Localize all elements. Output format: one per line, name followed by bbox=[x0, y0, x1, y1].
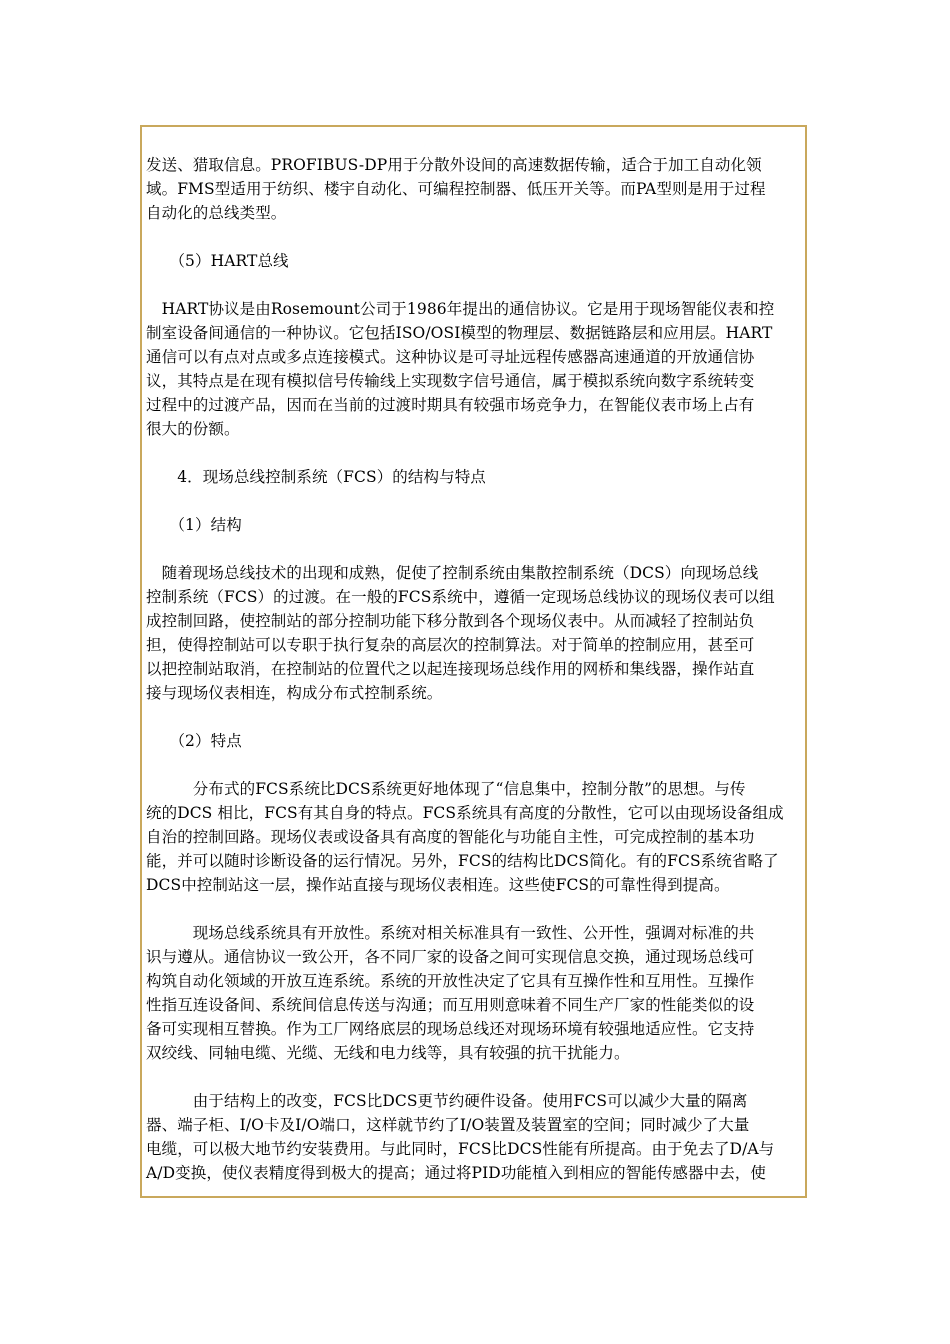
text-line: （2）特点 bbox=[146, 732, 242, 750]
text-line: 制室设备间通信的一种协议。它包括ISO/OSI模型的物理层、数据链路层和应用层。HART bbox=[146, 324, 773, 342]
text-line: 通信可以有点对点或多点连接模式。这种协议是可寻址远程传感器高速通道的开放通信协 bbox=[146, 348, 755, 366]
text-line: 器、端子柜、I/O卡及I/O端口，这样就节约了I/O装置及装置室的空间；同时减少了大量 bbox=[146, 1116, 750, 1134]
text-line: 能，并可以随时诊断设备的运行情况。另外，FCS的结构比DCS简化。有的FCS系统省略了 bbox=[146, 852, 779, 870]
paragraph-p-features-1 bbox=[146, 777, 802, 897]
paragraph-gap bbox=[146, 273, 802, 297]
paragraph-p-structure bbox=[146, 561, 802, 705]
text-line: 很大的份额。 bbox=[146, 420, 240, 438]
text-line: 分布式的FCS系统比DCS系统更好地体现了“信息集中，控制分散”的思想。与传 bbox=[146, 780, 746, 798]
text-line: 成控制回路，使控制站的部分控制功能下移分散到各个现场仪表中。从而减轻了控制站负 bbox=[146, 612, 755, 630]
text-line: （1）结构 bbox=[146, 516, 242, 534]
paragraph-h-hart bbox=[146, 249, 802, 273]
text-line: 议，其特点是在现有模拟信号传输线上实现数字信号通信，属于模拟系统向数字系统转变 bbox=[146, 372, 755, 390]
paragraph-h-features bbox=[146, 729, 802, 753]
text-line: 4．现场总线控制系统（FCS）的结构与特点 bbox=[146, 468, 486, 486]
paragraph-p-features-2 bbox=[146, 921, 802, 1065]
text-line: 现场总线系统具有开放性。系统对相关标准具有一致性、公开性，强调对标准的共 bbox=[146, 924, 755, 942]
text-line: 以把控制站取消，在控制站的位置代之以起连接现场总线作用的网桥和集线器，操作站直 bbox=[146, 660, 755, 678]
paragraph-h-structure bbox=[146, 513, 802, 537]
text-line: 识与遵从。通信协议一致公开，各不同厂家的设备之间可实现信息交换，通过现场总线可 bbox=[146, 948, 755, 966]
text-line: 备可实现相互替换。作为工厂网络底层的现场总线还对现场环境有较强地适应性。它支持 bbox=[146, 1020, 755, 1038]
document-body bbox=[146, 153, 802, 1185]
text-line: 发送、猎取信息。PROFIBUS-DP用于分散外设间的高速数据传输，适合于加工自动化领 bbox=[146, 156, 762, 174]
paragraph-p1 bbox=[146, 153, 802, 225]
page-frame bbox=[140, 125, 807, 1198]
text-line: 双绞线、同轴电缆、光缆、无线和电力线等，具有较强的抗干扰能力。 bbox=[146, 1044, 630, 1062]
text-line: 自动化的总线类型。 bbox=[146, 204, 287, 222]
paragraph-p-hart bbox=[146, 297, 802, 441]
text-line: 由于结构上的改变，FCS比DCS更节约硬件设备。使用FCS可以减少大量的隔离 bbox=[146, 1092, 748, 1110]
paragraph-h-fcs bbox=[146, 465, 802, 489]
paragraph-gap bbox=[146, 225, 802, 249]
text-line: 性指互连设备间、系统间信息传送与沟通；而互用则意味着不同生产厂家的性能类似的设 bbox=[146, 996, 755, 1014]
text-line: （5）HART总线 bbox=[146, 252, 289, 270]
paragraph-gap bbox=[146, 897, 802, 921]
paragraph-gap bbox=[146, 1065, 802, 1089]
paragraph-p-features-3 bbox=[146, 1089, 802, 1185]
text-line: 随着现场总线技术的出现和成熟，促使了控制系统由集散控制系统（DCS）向现场总线 bbox=[146, 564, 759, 582]
text-line: 电缆，可以极大地节约安装费用。与此同时，FCS比DCS性能有所提高。由于免去了D/A与 bbox=[146, 1140, 775, 1158]
text-line: HART协议是由Rosemount公司于1986年提出的通信协议。它是用于现场智能仪表和控 bbox=[146, 300, 775, 318]
paragraph-gap bbox=[146, 441, 802, 465]
text-line: 担，使得控制站可以专职于执行复杂的高层次的控制算法。对于简单的控制应用，甚至可 bbox=[146, 636, 755, 654]
text-line: 域。FMS型适用于纺织、楼宇自动化、可编程控制器、低压开关等。而PA型则是用于过程 bbox=[146, 180, 766, 198]
paragraph-gap bbox=[146, 753, 802, 777]
text-line: 构筑自动化领域的开放互连系统。系统的开放性决定了它具有互操作性和互用性。互操作 bbox=[146, 972, 755, 990]
text-line: 统的DCS 相比，FCS有其自身的特点。FCS系统具有高度的分散性，它可以由现场设备组成 bbox=[146, 804, 784, 822]
paragraph-gap bbox=[146, 705, 802, 729]
text-line: 控制系统（FCS）的过渡。在一般的FCS系统中，遵循一定现场总线协议的现场仪表可以组 bbox=[146, 588, 775, 606]
text-line: A/D变换，使仪表精度得到极大的提高；通过将PID功能植入到相应的智能传感器中去，使 bbox=[146, 1164, 767, 1182]
text-line: 自治的控制回路。现场仪表或设备具有高度的智能化与功能自主性，可完成控制的基本功 bbox=[146, 828, 755, 846]
text-line: DCS中控制站这一层，操作站直接与现场仪表相连。这些使FCS的可靠性得到提高。 bbox=[146, 876, 730, 894]
text-line: 过程中的过渡产品，因而在当前的过渡时期具有较强市场竞争力，在智能仪表市场上占有 bbox=[146, 396, 755, 414]
paragraph-gap bbox=[146, 537, 802, 561]
paragraph-gap bbox=[146, 489, 802, 513]
text-line: 接与现场仪表相连，构成分布式控制系统。 bbox=[146, 684, 443, 702]
